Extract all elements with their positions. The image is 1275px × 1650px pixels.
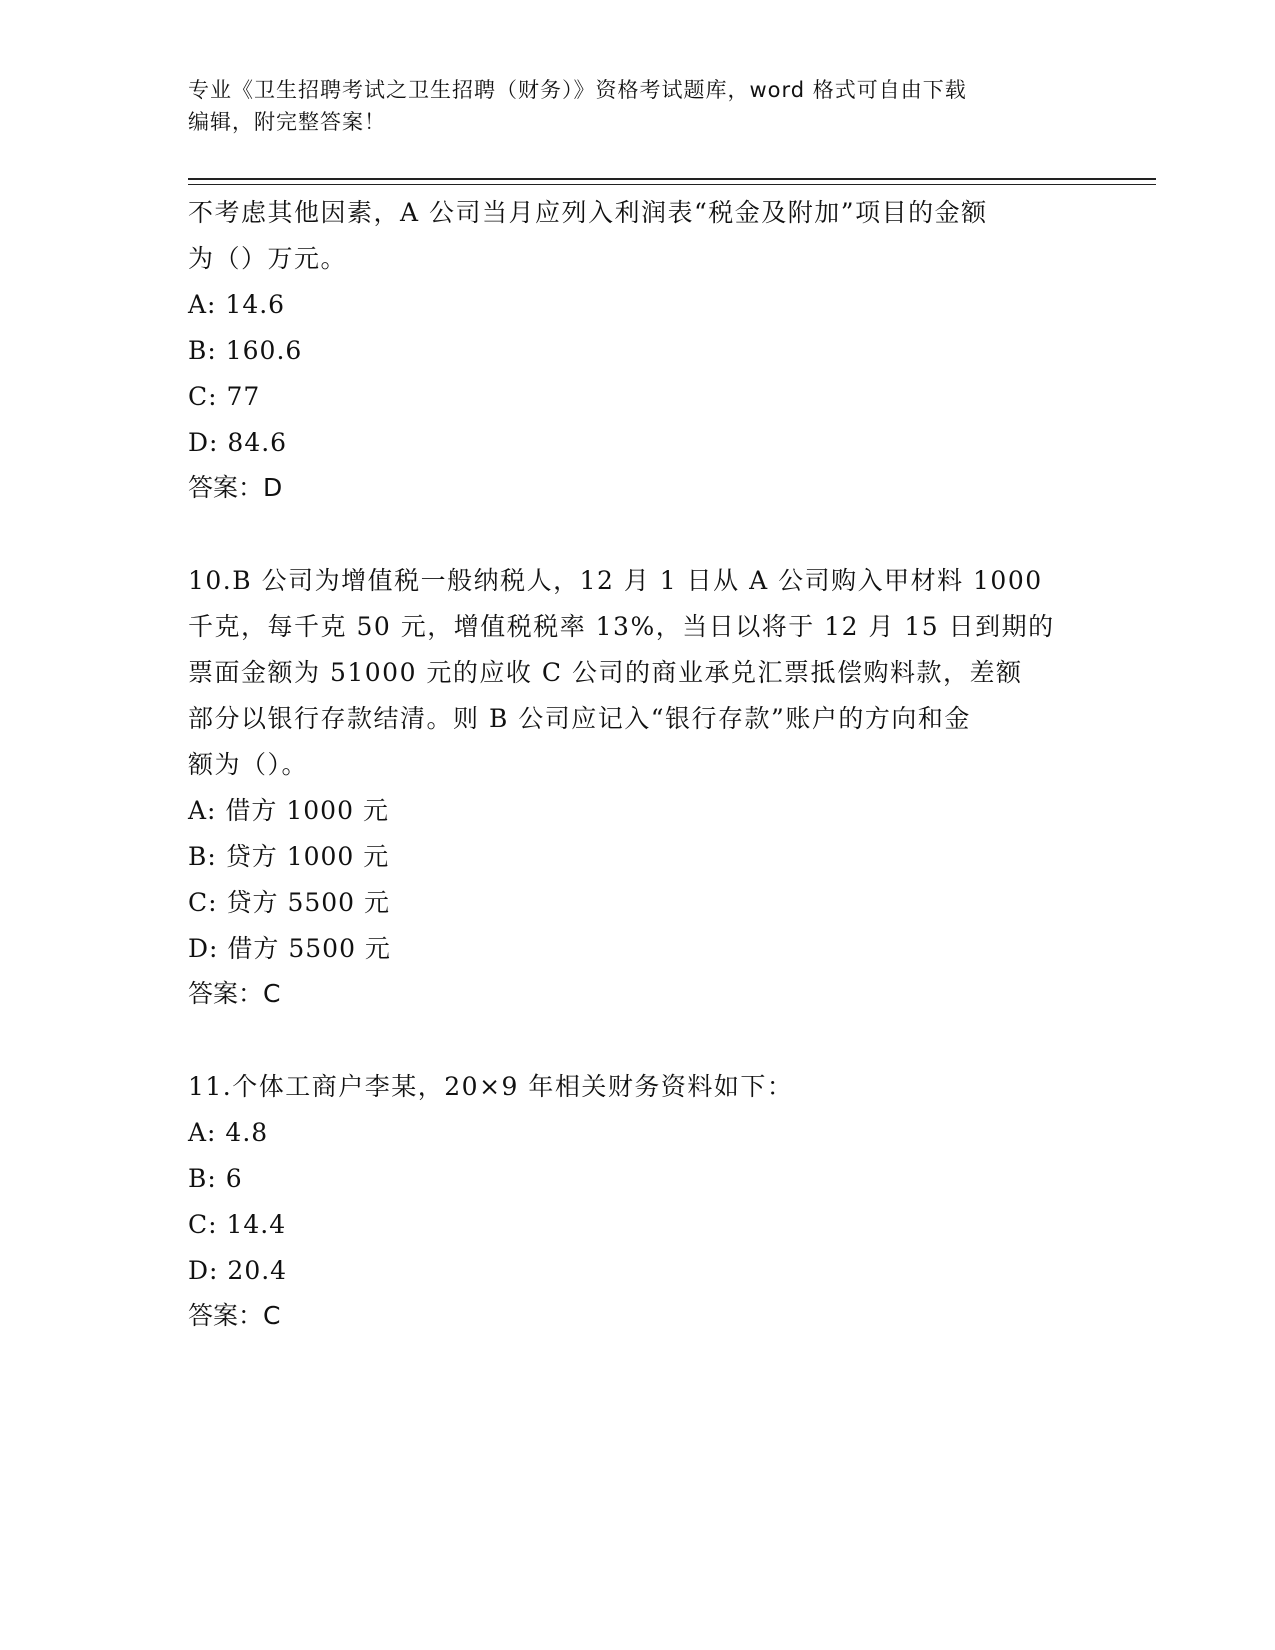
question-stem-line: 11.个体工商户李某，20×9 年相关财务资料如下：	[188, 1072, 794, 1101]
question-10	[188, 558, 1108, 1016]
header-divider-thick	[188, 178, 1156, 180]
question-stem-line: 为（）万元。	[188, 244, 348, 273]
question-11	[188, 1064, 1108, 1338]
option-c: C: 77	[188, 382, 261, 411]
option-d: D: 84.6	[188, 428, 288, 457]
option-c: C: 贷方 5500 元	[188, 888, 391, 917]
option-a: A: 4.8	[188, 1118, 269, 1147]
option-a: A: 借方 1000 元	[188, 796, 389, 825]
answer: 答案：D	[188, 473, 283, 502]
question-stem-line: 千克，每千克 50 元，增值税税率 13%，当日以将于 12 月 15 日到期的	[188, 612, 1055, 641]
option-b: B: 160.6	[188, 336, 303, 365]
question-stem-line: 额为（）。	[188, 750, 309, 779]
question-list	[188, 190, 1108, 1386]
document-header	[188, 74, 1088, 138]
question-9	[188, 190, 1108, 510]
answer: 答案：C	[188, 1301, 281, 1330]
answer: 答案：C	[188, 979, 281, 1008]
header-line-1: 专业《卫生招聘考试之卫生招聘（财务）》资格考试题库，word 格式可自由下载	[188, 78, 967, 102]
header-divider-thin	[188, 184, 1156, 185]
question-stem-line: 票面金额为 51000 元的应收 C 公司的商业承兑汇票抵偿购料款，差额	[188, 658, 1023, 687]
option-c: C: 14.4	[188, 1210, 287, 1239]
option-b: B: 6	[188, 1164, 243, 1193]
option-b: B: 贷方 1000 元	[188, 842, 390, 871]
question-stem-line: 不考虑其他因素，A 公司当月应列入利润表“税金及附加”项目的金额	[188, 198, 988, 227]
option-d: D: 20.4	[188, 1256, 288, 1285]
option-d: D: 借方 5500 元	[188, 934, 391, 963]
header-line-2: 编辑，附完整答案！	[188, 110, 386, 134]
option-a: A: 14.6	[188, 290, 286, 319]
question-stem-line: 10.B 公司为增值税一般纳税人，12 月 1 日从 A 公司购入甲材料 1000	[188, 566, 1043, 595]
question-stem-line: 部分以银行存款结清。则 B 公司应记入“银行存款”账户的方向和金	[188, 704, 971, 733]
